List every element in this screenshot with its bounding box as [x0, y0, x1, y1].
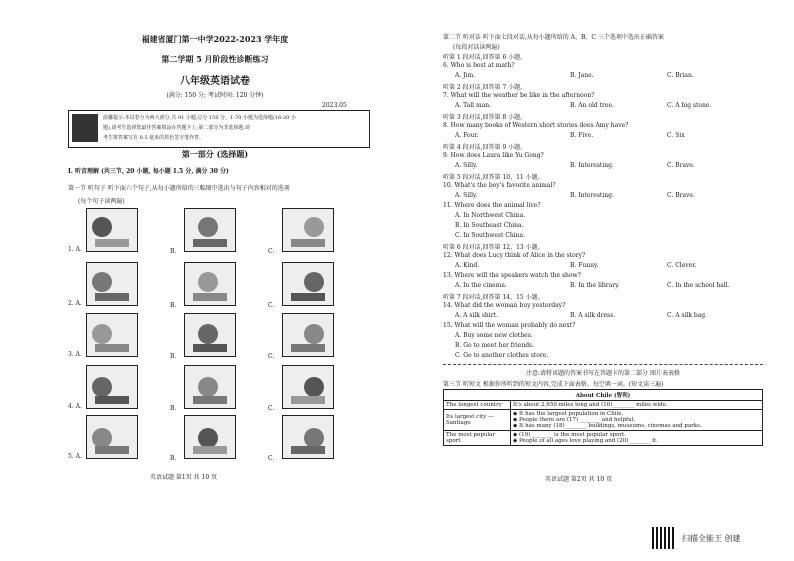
question-line: 11. Where does the animal live?: [443, 202, 541, 209]
question-line: 9. How does Laura like Yu Gong?: [443, 152, 544, 159]
row-cell: [511, 410, 763, 431]
table-title: About Chile (智利): [444, 390, 763, 401]
answer-option: B. Funny.: [570, 262, 599, 269]
answer-option: C. Clever.: [667, 262, 697, 269]
page-footer: 英语试题 第2页 共 10 页: [545, 476, 613, 483]
question-line: 15. What will the woman probably do next?: [443, 322, 576, 329]
notice-line: 考生将答案写在 0.5 毫米的黑色签字笔作答。: [103, 135, 205, 141]
notice-line: 温馨提示:本试卷分为两大部分,共 91 小题,总分 150 分。1-70 小题为选择题(16-20 小: [103, 115, 296, 121]
question-line: 12. What does Lucy think of Alice in the story?: [443, 252, 586, 259]
answer-option: B. A silk dress.: [570, 312, 616, 319]
option-label: C.: [268, 405, 275, 412]
option-label: B.: [170, 405, 177, 412]
picture-option: [282, 262, 334, 306]
question-line: A. In Northwest China.: [455, 212, 526, 219]
answer-option: B. Five.: [570, 132, 594, 139]
table-row: [444, 401, 763, 410]
question-line: 听第 5 段对话,回答第 10、11 小题。: [443, 174, 544, 181]
page-footer: 英语试题 第1页 共 10 页: [150, 474, 218, 481]
table-row: [444, 431, 763, 446]
answer-option: B. Jane.: [570, 72, 594, 79]
subject-title: 八年级英语试卷: [180, 76, 250, 87]
answer-option: B. Interesting.: [570, 192, 614, 199]
answer-option: C. In the school hall.: [667, 282, 730, 289]
picture-option: [282, 415, 334, 459]
answer-option: C. Brian.: [667, 72, 694, 79]
question-line: 听第 6 段对话,回答第 12、13 小题。: [443, 244, 544, 251]
question-line: 听第 4 段对话,回答第 9 小题。: [443, 144, 527, 151]
option-label: C.: [268, 248, 275, 255]
question-line: 听第 2 段对话,回答第 7 小题。: [443, 84, 527, 91]
question-line: 8. How many books of Western short stories does Amy have?: [443, 122, 629, 129]
answer-option: B. In the library.: [570, 282, 620, 289]
watermark: 扫描全能王 创建: [682, 534, 741, 543]
picture-option: [184, 365, 236, 409]
option-label: B.: [170, 353, 177, 360]
question-line: 7. What will the weather be like in the afternoon?: [443, 92, 595, 99]
row-label: 2. A.: [68, 300, 82, 307]
answer-option: B. Interesting.: [570, 162, 614, 169]
picture-option: [184, 415, 236, 459]
cell-line: ◆ It has many (18)________ buildings, museums, cinemas and parks.: [513, 423, 702, 429]
picture-option: [86, 365, 138, 409]
row-label: 5. A.: [68, 453, 82, 460]
picture-option: [282, 365, 334, 409]
answer-option: A. Four.: [455, 132, 479, 139]
score-time: (满分: 150 分; 考试时间: 120 分钟): [166, 92, 264, 99]
answer-option: A. In the cinema.: [455, 282, 507, 289]
section2-instructions: 第二节 听对话 听下面七段对话,从每小题所给的 A、B、C 三个选项中选出正确答案: [443, 34, 664, 41]
notice-logo-icon: [72, 114, 98, 142]
section1-instructions-2: (每个句子读两遍): [78, 198, 125, 205]
picture-option: [86, 262, 138, 306]
row-label: The longest country: [444, 401, 511, 410]
question-line: C. In Southwest China.: [455, 232, 526, 239]
question-line: B. In Southeast China.: [455, 222, 524, 229]
answer-option: C. A big stone.: [667, 102, 712, 109]
picture-option: [282, 313, 334, 357]
picture-option: [184, 208, 236, 252]
picture-option: [86, 208, 138, 252]
answer-option: C. A silk bag.: [667, 312, 708, 319]
question-line: B. Go to meet her friends.: [455, 342, 535, 349]
section3-instructions: 第三节 听短文 根据你所听到的短文内容,完成下面表格。每空填一词。(短文读三遍): [443, 381, 664, 388]
answer-option: A. Tall man.: [455, 102, 492, 109]
question-line: 14. What did the woman buy yesterday?: [443, 302, 566, 309]
question-line: 10. What's the boy's favorite animal?: [443, 182, 556, 189]
option-label: C.: [268, 302, 275, 309]
section1-instructions: 第一节 听句子 听下面六个句子,从每小题所给的三幅图中选出与句子内容相对的选项: [68, 185, 290, 192]
table-row: [444, 410, 763, 431]
school-title: 福建省厦门第一中学2022-2023 学年度: [141, 34, 289, 44]
answer-option: A. Silly.: [455, 192, 478, 199]
picture-option: [86, 313, 138, 357]
answer-option: A. A silk shirt.: [455, 312, 498, 319]
picture-option: [86, 415, 138, 459]
picture-option: [184, 262, 236, 306]
cell-line: ◆ People of all ages love playing and (20)________ it.: [513, 438, 658, 444]
question-line: C. Go to another clothes store.: [455, 352, 549, 359]
cell-line: ◆ It has the largest population in Chile.: [513, 411, 624, 417]
row-label: 1. A.: [68, 246, 82, 253]
row-cell: It's about 2,650 miles long and (16)________ miles wide.: [511, 401, 763, 410]
part1-title: 第一部分 (选择题): [181, 149, 249, 159]
row-cell: [511, 431, 763, 446]
right-page: [405, 0, 794, 561]
question-line: 13. Where will the speakers watch the show?: [443, 272, 581, 279]
answer-option: B. An old tree.: [570, 102, 614, 109]
row-label: Its largest city — Santiago: [444, 410, 511, 431]
chile-table: [443, 389, 763, 446]
answer-option: C. Six: [667, 132, 685, 139]
picture-option: [184, 313, 236, 357]
question-line: 6. Who is best at math?: [443, 62, 515, 69]
option-label: B.: [170, 302, 177, 309]
cell-line: ◆ People there are (17)________ and helpful.: [513, 417, 636, 423]
answer-option: A. Jim.: [455, 72, 476, 79]
answer-option: A. Kind.: [455, 262, 480, 269]
cell-line: ◆ (19)________ is the most popular sport.: [513, 432, 626, 438]
option-label: C.: [268, 455, 275, 462]
question-line: 听第 7 段对话,回答第 14、15 小题。: [443, 294, 544, 301]
notice-line: 题),请考生选择您最佳答案填涂在答题卡上;第二部分为非选择题,请: [103, 125, 250, 131]
exam-date: 2023.05: [322, 102, 347, 109]
qr-code-icon: [652, 527, 674, 549]
picture-option: [282, 208, 334, 252]
answer-option: C. Brave.: [667, 192, 695, 199]
divider: [443, 364, 763, 365]
section2-instructions-2: (每段对话读两遍): [453, 44, 500, 51]
row-label: The most popular sport: [444, 431, 511, 446]
question-line: A. Buy some new clothes.: [455, 332, 533, 339]
listening-title: I. 听音理解 (共三节, 20 小题, 每小题 1.5 分, 满分 30 分): [68, 168, 229, 175]
option-label: B.: [170, 248, 177, 255]
answer-option: A. Silly.: [455, 162, 478, 169]
row-label: 4. A.: [68, 403, 82, 410]
exam-title: 第二学期 5 月阶段性诊断练习: [161, 54, 269, 64]
answer-notice: 注意:请将该题的答案书写在答题卡的第二部分 图片表表格: [526, 370, 680, 377]
row-label: 3. A.: [68, 351, 82, 358]
option-label: C.: [268, 353, 275, 360]
option-label: B.: [170, 455, 177, 462]
question-line: 听第 1 段对话,回答第 6 小题。: [443, 54, 527, 61]
answer-option: C. Brave.: [667, 162, 695, 169]
question-line: 听第 3 段对话,回答第 8 小题。: [443, 114, 527, 121]
notice-box: [68, 110, 370, 148]
